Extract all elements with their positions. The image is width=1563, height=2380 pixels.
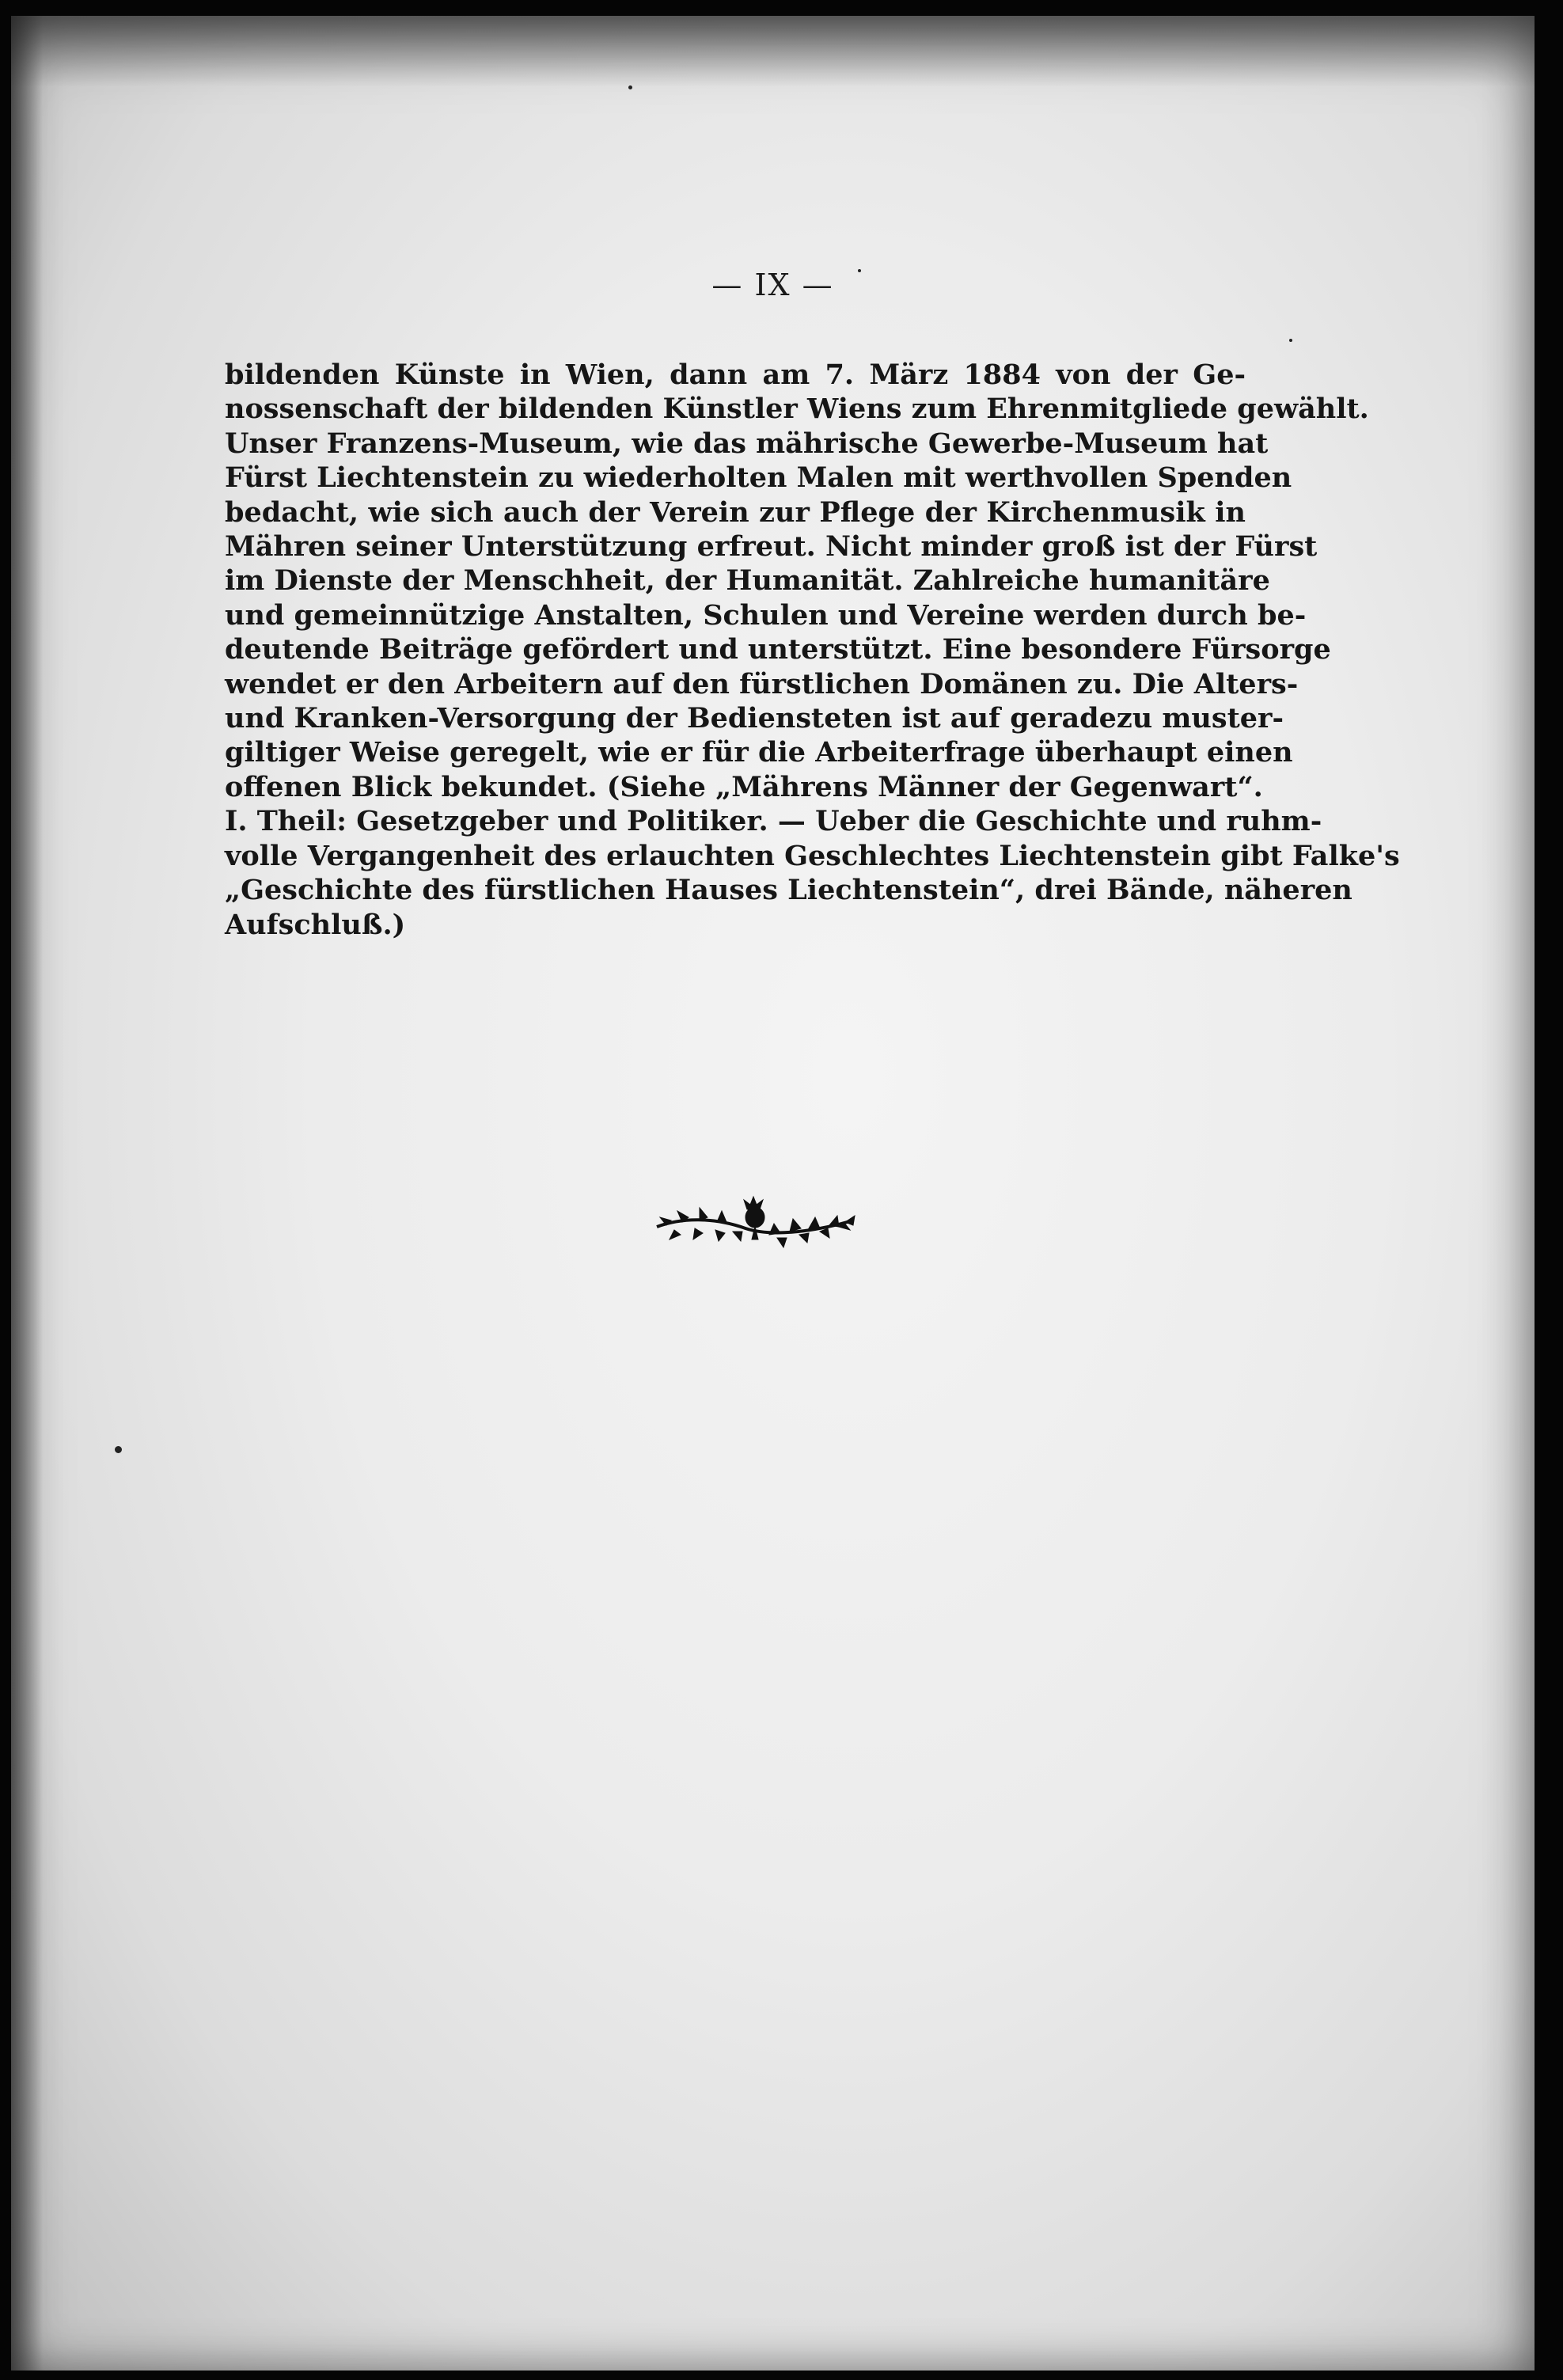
text-line: wendet er den Arbeitern auf den fürstlichen Domänen zu. Die Alters- — [225, 667, 1299, 700]
book-page — [11, 16, 1535, 2371]
text-line: bedacht, wie sich auch der Verein zur Pflege der Kirchenmusik in — [225, 495, 1246, 529]
text-line: und Kranken-Versorgung der Bediensteten ist auf geradezu muster- — [225, 702, 1284, 735]
scan-speck — [628, 85, 632, 89]
body-paragraph — [225, 358, 1400, 942]
text-line: volle Vergangenheit des erlauchten Geschlechtes Liechtenstein gibt Falke's — [225, 839, 1400, 872]
text-line: im Dienste der Menschheit, der Humanität. Zahlreiche humanitäre — [225, 564, 1270, 598]
text-line: „Geschichte des fürstlichen Hauses Liechtenstein“, drei Bände, näheren — [225, 874, 1352, 907]
text-line: giltiger Weise geregelt, wie er für die Arbeiterfrage überhaupt einen — [225, 736, 1293, 769]
text-line: bildenden Künste in Wien, dann am 7. März 1884 von der Ge- — [225, 359, 1246, 391]
scan-speck — [115, 1446, 122, 1453]
text-line: Unser Franzens-Museum, wie das mährische Gewerbe-Museum hat — [225, 427, 1269, 460]
text-line: Aufschluß.) — [225, 908, 406, 941]
thistle-vignette-icon — [651, 1194, 859, 1254]
scan-speck — [1289, 339, 1292, 342]
text-line: I. Theil: Gesetzgeber und Politiker. — Ueber die Geschichte und ruhm- — [225, 805, 1322, 838]
text-line: Mähren seiner Unterstützung erfreut. Nicht minder groß ist der Fürst — [225, 530, 1318, 564]
gutter-shadow — [11, 16, 43, 2371]
text-line: Fürst Liechtenstein zu wiederholten Malen mit werthvollen Spenden — [225, 461, 1292, 495]
text-line: offenen Blick bekundet. (Siehe „Mährens Männer der Gegenwart“. — [225, 770, 1263, 803]
page-number: — IX — — [711, 268, 834, 302]
scan-speck — [858, 269, 861, 272]
text-line: deutende Beiträge gefördert und unterstützt. Eine besondere Fürsorge — [225, 633, 1331, 666]
text-line: und gemeinnützige Anstalten, Schulen und Vereine werden durch be- — [225, 598, 1307, 632]
text-line: nossenschaft der bildenden Künstler Wiens zum Ehrenmitgliede gewählt. — [225, 393, 1369, 426]
